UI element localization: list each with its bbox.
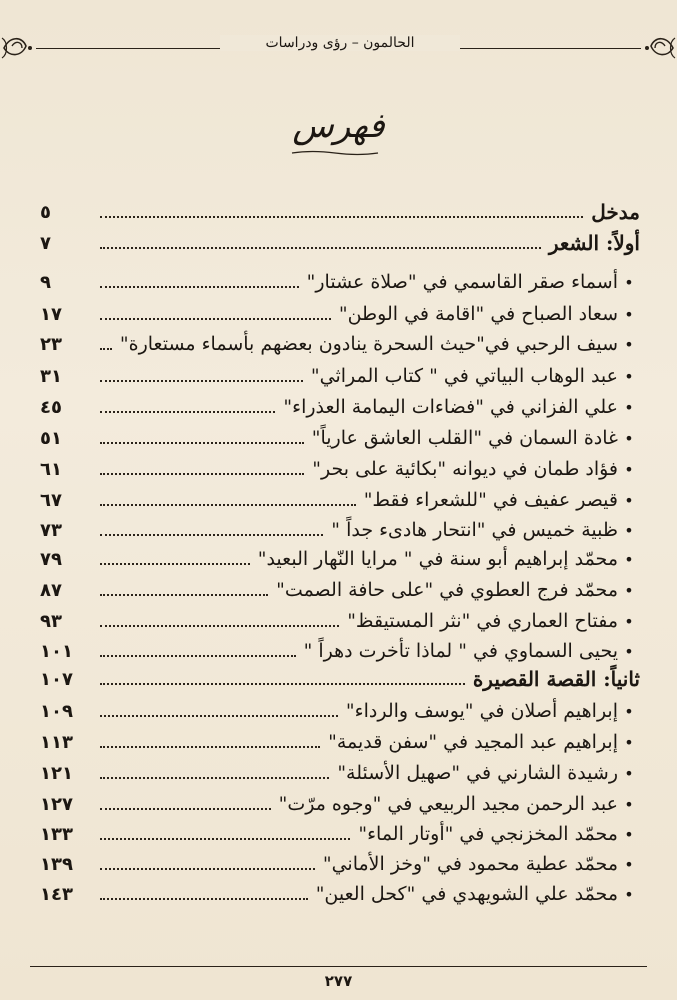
bullet-icon: •	[624, 794, 634, 814]
dot-leader	[100, 777, 329, 779]
dot-leader	[100, 534, 323, 536]
toc-page-number: ٩	[40, 271, 51, 293]
toc-entry-title: قيصر عفيف في "للشعراء فقط"	[363, 489, 618, 511]
toc-entry[interactable]	[40, 268, 640, 296]
toc-page-number: ٥	[40, 201, 51, 223]
floral-ornament-icon	[635, 26, 677, 68]
dot-leader	[100, 442, 304, 444]
toc-entry[interactable]	[40, 516, 640, 544]
dot-leader	[100, 563, 250, 565]
dot-leader	[100, 318, 331, 320]
toc-entry-title: عبد الرحمن مجيد الربيعي في "وجوه مرّت"	[278, 793, 618, 815]
bullet-icon: •	[624, 272, 634, 292]
toc-page-number: ١٠٩	[40, 700, 73, 722]
bullet-icon: •	[624, 701, 634, 721]
toc-page-number: ١٧	[40, 303, 62, 325]
toc-entry[interactable]	[40, 393, 640, 421]
bullet-icon: •	[624, 641, 634, 661]
toc-entry[interactable]	[40, 300, 640, 328]
toc-entry-title: محمّد علي الشويهدي في "كحل العين"	[315, 883, 618, 905]
toc-page-number: ٧٣	[40, 519, 62, 541]
toc-entry-title: سيف الرحبي في"حيث السحرة ينادون بعضهم بأسماء مستعارة"	[119, 333, 618, 355]
toc-entry[interactable]	[40, 880, 640, 908]
dot-leader	[100, 247, 541, 249]
toc-page-number: ١١٣	[40, 731, 73, 753]
toc-entry-title: أسماء صقر القاسمي في "صلاة عشتار"	[306, 271, 618, 293]
bullet-icon: •	[624, 428, 634, 448]
toc-section-heading[interactable]	[40, 198, 640, 226]
toc-page-number: ٨٧	[40, 579, 62, 601]
toc-entry[interactable]	[40, 759, 640, 787]
dot-leader	[100, 683, 465, 685]
toc-entry-title: مفتاح العماري في "نثر المستيقظ"	[347, 610, 618, 632]
toc-entry[interactable]	[40, 820, 640, 848]
toc-entry[interactable]	[40, 790, 640, 818]
toc-entry-title: أولاً: الشعر	[548, 231, 640, 255]
toc-page-number: ١٢١	[40, 762, 73, 784]
toc-entry-title: محمّد فرج العطوي في "على حافة الصمت"	[276, 579, 618, 601]
toc-page-number: ٢٣	[40, 333, 62, 355]
dot-leader	[100, 504, 356, 506]
bullet-icon: •	[624, 580, 634, 600]
floral-ornament-icon	[0, 26, 42, 68]
page-number: ٢٧٧	[324, 972, 353, 990]
dot-leader	[100, 715, 338, 717]
toc-page-number: ٧٩	[40, 548, 62, 570]
footer-rule	[30, 966, 647, 967]
toc-entry-title: رشيدة الشارني في "صهيل الأسئلة"	[337, 762, 618, 784]
toc-section-heading[interactable]	[40, 229, 640, 257]
toc-entry[interactable]	[40, 607, 640, 635]
toc-entry[interactable]	[40, 637, 640, 665]
toc-entry[interactable]	[40, 486, 640, 514]
toc-page-number: ١٢٧	[40, 793, 73, 815]
bullet-icon: •	[624, 549, 634, 569]
toc-page-number: ٥١	[40, 427, 62, 449]
toc-page-number: ٣١	[40, 365, 62, 387]
toc-entry[interactable]	[40, 728, 640, 756]
dot-leader	[100, 838, 350, 840]
dot-leader	[100, 594, 268, 596]
dot-leader	[100, 868, 315, 870]
bullet-icon: •	[624, 459, 634, 479]
bullet-icon: •	[624, 520, 634, 540]
bullet-icon: •	[624, 304, 634, 324]
bullet-icon: •	[624, 854, 634, 874]
toc-entry[interactable]	[40, 330, 640, 358]
bullet-icon: •	[624, 732, 634, 752]
toc-entry[interactable]	[40, 455, 640, 483]
toc-page-number: ١٠١	[40, 640, 73, 662]
toc-entry-title: ظبية خميس في "انتحار هادىء جداً "	[331, 519, 618, 541]
bullet-icon: •	[624, 366, 634, 386]
toc-page-number: ١٠٧	[40, 668, 73, 690]
dot-leader	[100, 808, 271, 810]
toc-page-number: ٦١	[40, 458, 62, 480]
bullet-icon: •	[624, 397, 634, 417]
toc-entry-title: يحيى السماوي في " لماذا تأخرت دهراً "	[303, 640, 618, 662]
toc-entry[interactable]	[40, 545, 640, 573]
toc-section-heading[interactable]	[40, 665, 640, 693]
dot-leader	[100, 348, 112, 350]
toc-entry-title: عبد الوهاب البياتي في " كتاب المراثي"	[310, 365, 618, 387]
bullet-icon: •	[624, 884, 634, 904]
toc-entry-title: غادة السمان في "القلب العاشق عارياً"	[311, 427, 618, 449]
dot-leader	[100, 286, 299, 288]
dot-leader	[100, 898, 308, 900]
toc-page-number: ٤٥	[40, 396, 62, 418]
dot-leader	[100, 411, 275, 413]
dot-leader	[100, 655, 296, 657]
toc-entry[interactable]	[40, 697, 640, 725]
toc-page-number: ٧	[40, 232, 51, 254]
toc-entry-title: فؤاد طمان في ديوانه "بكائية على بحر"	[312, 458, 618, 480]
dot-leader	[100, 473, 304, 475]
toc-entry-title: محمّد عطية محمود في "وخز الأماني"	[322, 853, 618, 875]
toc-entry-title: سعاد الصباح في "اقامة في الوطن"	[338, 303, 618, 325]
toc-page-number: ١٣٩	[40, 853, 73, 875]
dot-leader	[100, 216, 583, 218]
bullet-icon: •	[624, 490, 634, 510]
title-flourish-icon	[290, 150, 380, 156]
toc-entry[interactable]	[40, 576, 640, 604]
toc-page-number: ٩٣	[40, 610, 62, 632]
toc-entry[interactable]	[40, 424, 640, 452]
toc-entry[interactable]	[40, 850, 640, 878]
bullet-icon: •	[624, 824, 634, 844]
page-title: فهرس	[292, 106, 385, 146]
dot-leader	[100, 380, 303, 382]
toc-entry-title: علي الفزاني في "فضاءات اليمامة العذراء"	[283, 396, 618, 418]
dot-leader	[100, 625, 339, 627]
toc-entry[interactable]	[40, 362, 640, 390]
toc-entry-title: إبراهيم أصلان في "يوسف والرداء"	[345, 700, 618, 722]
toc-page-number: ١٣٣	[40, 823, 73, 845]
bullet-icon: •	[624, 763, 634, 783]
toc-entry-title: ثانياً: القصة القصيرة	[472, 667, 640, 691]
toc-entry-title: محمّد إبراهيم أبو سنة في " مرايا النّهار البعيد"	[257, 548, 618, 570]
running-title: الحالمون – رؤى ودراسات	[220, 35, 460, 51]
bullet-icon: •	[624, 611, 634, 631]
toc-entry-title: إبراهيم عبد المجيد في "سفن قديمة"	[328, 731, 618, 753]
toc-page-number: ١٤٣	[40, 883, 73, 905]
dot-leader	[100, 746, 320, 748]
toc-entry-title: مدخل	[591, 200, 640, 224]
bullet-icon: •	[624, 334, 634, 354]
toc-page-number: ٦٧	[40, 489, 62, 511]
toc-entry-title: محمّد المخزنجي في "أوتار الماء"	[358, 823, 618, 845]
